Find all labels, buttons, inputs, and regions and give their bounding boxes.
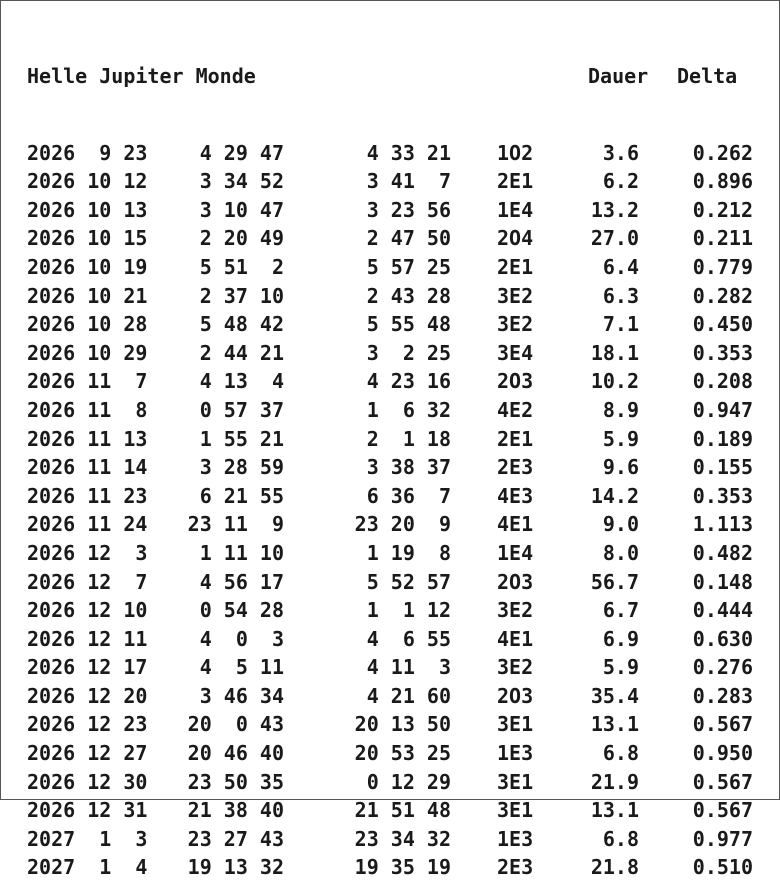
cell-date: 2026 11 8 bbox=[27, 397, 148, 422]
cell-time-end: 3 41 7 bbox=[354, 169, 451, 194]
cell-event-code: 2E3 bbox=[497, 855, 534, 880]
cell-delta: 0.262 bbox=[692, 140, 753, 165]
cell-time-end: 5 57 25 bbox=[354, 254, 451, 279]
cell-dauer: 9.0 bbox=[602, 512, 639, 537]
cell-time-end: 4 21 60 bbox=[354, 683, 451, 708]
cell-date: 2026 10 13 bbox=[27, 197, 148, 222]
table-header bbox=[1, 62, 738, 91]
cell-time-end: 1 1 12 bbox=[354, 598, 451, 623]
cell-date: 2026 10 19 bbox=[27, 254, 148, 279]
cell-event-code: 2E3 bbox=[497, 455, 534, 480]
cell-delta: 0.482 bbox=[692, 540, 753, 565]
jupiter-moons-table bbox=[1, 14, 753, 882]
cell-time-end: 2 47 50 bbox=[354, 226, 451, 251]
cell-time-end: 0 12 29 bbox=[354, 769, 451, 794]
cell-event-code: 2O3 bbox=[497, 569, 534, 594]
cell-event-code: 1E3 bbox=[497, 826, 534, 851]
cell-time-start: 3 10 47 bbox=[187, 197, 284, 222]
cell-time-start: 2 44 21 bbox=[187, 340, 284, 365]
cell-time-start: 5 51 2 bbox=[187, 254, 284, 279]
cell-dauer: 8.0 bbox=[602, 540, 639, 565]
cell-delta: 0.353 bbox=[692, 483, 753, 508]
cell-dauer: 21.8 bbox=[590, 855, 639, 880]
cell-dauer: 5.9 bbox=[602, 655, 639, 680]
cell-date: 2026 12 27 bbox=[27, 741, 148, 766]
cell-delta: 0.283 bbox=[692, 683, 753, 708]
cell-date: 2026 12 7 bbox=[27, 569, 148, 594]
cell-event-code: 1E4 bbox=[497, 540, 534, 565]
cell-time-start: 4 5 11 bbox=[187, 655, 284, 680]
table-row bbox=[1, 310, 753, 339]
cell-date: 2026 9 23 bbox=[27, 140, 148, 165]
cell-time-end: 20 13 50 bbox=[354, 712, 451, 737]
cell-time-end: 23 20 9 bbox=[354, 512, 451, 537]
cell-dauer: 35.4 bbox=[590, 683, 639, 708]
cell-time-start: 23 27 43 bbox=[187, 826, 284, 851]
cell-time-start: 20 46 40 bbox=[187, 741, 284, 766]
table-row bbox=[1, 482, 753, 511]
cell-time-start: 1 55 21 bbox=[187, 426, 284, 451]
cell-delta: 0.211 bbox=[692, 226, 753, 251]
cell-time-start: 6 21 55 bbox=[187, 483, 284, 508]
cell-time-start: 2 20 49 bbox=[187, 226, 284, 251]
cell-delta: 0.155 bbox=[692, 455, 753, 480]
cell-event-code: 3E2 bbox=[497, 283, 534, 308]
table-row bbox=[1, 139, 753, 168]
cell-date: 2026 10 29 bbox=[27, 340, 148, 365]
cell-time-end: 1 6 32 bbox=[354, 397, 451, 422]
table-row bbox=[1, 710, 753, 739]
cell-date: 2026 10 12 bbox=[27, 169, 148, 194]
table-row bbox=[1, 196, 753, 225]
cell-event-code: 1E4 bbox=[497, 197, 534, 222]
cell-event-code: 2E1 bbox=[497, 426, 534, 451]
cell-event-code: 4E1 bbox=[497, 626, 534, 651]
table-row bbox=[1, 396, 753, 425]
cell-event-code: 1O2 bbox=[497, 140, 534, 165]
cell-time-start: 4 13 4 bbox=[187, 369, 284, 394]
table-row bbox=[1, 768, 753, 797]
cell-delta: 0.567 bbox=[692, 769, 753, 794]
cell-time-start: 3 28 59 bbox=[187, 455, 284, 480]
cell-dauer: 9.6 bbox=[602, 455, 639, 480]
cell-dauer: 6.8 bbox=[602, 741, 639, 766]
cell-time-start: 1 11 10 bbox=[187, 540, 284, 565]
cell-date: 2026 12 17 bbox=[27, 655, 148, 680]
cell-time-start: 5 48 42 bbox=[187, 312, 284, 337]
cell-delta: 0.779 bbox=[692, 254, 753, 279]
cell-delta: 0.630 bbox=[692, 626, 753, 651]
cell-event-code: 4E2 bbox=[497, 397, 534, 422]
cell-date: 2026 11 13 bbox=[27, 426, 148, 451]
cell-time-end: 3 2 25 bbox=[354, 340, 451, 365]
cell-time-end: 20 53 25 bbox=[354, 741, 451, 766]
cell-delta: 0.950 bbox=[692, 741, 753, 766]
cell-time-start: 19 13 32 bbox=[187, 855, 284, 880]
cell-delta: 0.353 bbox=[692, 340, 753, 365]
cell-time-end: 5 52 57 bbox=[354, 569, 451, 594]
cell-delta: 0.444 bbox=[692, 598, 753, 623]
cell-event-code: 4E1 bbox=[497, 512, 534, 537]
cell-event-code: 2E1 bbox=[497, 169, 534, 194]
cell-event-code: 3E2 bbox=[497, 312, 534, 337]
cell-delta: 0.567 bbox=[692, 798, 753, 823]
cell-dauer: 8.9 bbox=[602, 397, 639, 422]
cell-date: 2026 12 10 bbox=[27, 598, 148, 623]
cell-date: 2026 10 21 bbox=[27, 283, 148, 308]
cell-event-code: 2O3 bbox=[497, 683, 534, 708]
table-row bbox=[1, 539, 753, 568]
cell-date: 2026 12 11 bbox=[27, 626, 148, 651]
cell-dauer: 6.4 bbox=[602, 254, 639, 279]
cell-event-code: 2E1 bbox=[497, 254, 534, 279]
cell-delta: 0.282 bbox=[692, 283, 753, 308]
cell-date: 2026 10 15 bbox=[27, 226, 148, 251]
table-row bbox=[1, 253, 753, 282]
cell-delta: 0.148 bbox=[692, 569, 753, 594]
table-row bbox=[1, 425, 753, 454]
cell-dauer: 21.9 bbox=[590, 769, 639, 794]
cell-event-code: 3E1 bbox=[497, 712, 534, 737]
cell-time-end: 2 1 18 bbox=[354, 426, 451, 451]
cell-delta: 0.212 bbox=[692, 197, 753, 222]
column-header-delta: Delta bbox=[677, 64, 738, 88]
cell-time-end: 6 36 7 bbox=[354, 483, 451, 508]
cell-dauer: 6.2 bbox=[602, 169, 639, 194]
cell-time-end: 4 33 21 bbox=[354, 140, 451, 165]
cell-date: 2026 12 20 bbox=[27, 683, 148, 708]
cell-delta: 0.450 bbox=[692, 312, 753, 337]
cell-event-code: 3E2 bbox=[497, 655, 534, 680]
cell-dauer: 7.1 bbox=[602, 312, 639, 337]
table-row bbox=[1, 224, 753, 253]
cell-time-start: 0 57 37 bbox=[187, 397, 284, 422]
table-row bbox=[1, 682, 753, 711]
cell-dauer: 56.7 bbox=[590, 569, 639, 594]
cell-delta: 0.896 bbox=[692, 169, 753, 194]
cell-delta: 0.567 bbox=[692, 712, 753, 737]
cell-event-code: 1E3 bbox=[497, 741, 534, 766]
cell-event-code: 3E1 bbox=[497, 769, 534, 794]
cell-time-start: 4 56 17 bbox=[187, 569, 284, 594]
table-row bbox=[1, 167, 753, 196]
cell-time-end: 21 51 48 bbox=[354, 798, 451, 823]
cell-dauer: 6.7 bbox=[602, 598, 639, 623]
cell-time-start: 3 46 34 bbox=[187, 683, 284, 708]
cell-date: 2026 11 24 bbox=[27, 512, 148, 537]
cell-date: 2026 11 7 bbox=[27, 369, 148, 394]
cell-time-end: 4 11 3 bbox=[354, 655, 451, 680]
table-row bbox=[1, 510, 753, 539]
cell-dauer: 14.2 bbox=[590, 483, 639, 508]
cell-date: 2026 12 30 bbox=[27, 769, 148, 794]
table-row bbox=[1, 596, 753, 625]
cell-time-start: 23 50 35 bbox=[187, 769, 284, 794]
cell-date: 2026 10 28 bbox=[27, 312, 148, 337]
cell-time-start: 4 29 47 bbox=[187, 140, 284, 165]
cell-time-end: 23 34 32 bbox=[354, 826, 451, 851]
table-row bbox=[1, 453, 753, 482]
cell-dauer: 27.0 bbox=[590, 226, 639, 251]
cell-date: 2026 11 23 bbox=[27, 483, 148, 508]
cell-time-start: 0 54 28 bbox=[187, 598, 284, 623]
cell-date: 2026 11 14 bbox=[27, 455, 148, 480]
cell-dauer: 6.9 bbox=[602, 626, 639, 651]
cell-dauer: 13.1 bbox=[590, 712, 639, 737]
cell-time-end: 5 55 48 bbox=[354, 312, 451, 337]
cell-time-end: 19 35 19 bbox=[354, 855, 451, 880]
cell-date: 2027 1 3 bbox=[27, 826, 148, 851]
cell-delta: 0.189 bbox=[692, 426, 753, 451]
cell-dauer: 10.2 bbox=[590, 369, 639, 394]
cell-time-start: 4 0 3 bbox=[187, 626, 284, 651]
table-row bbox=[1, 739, 753, 768]
table-row bbox=[1, 568, 753, 597]
cell-date: 2026 12 31 bbox=[27, 798, 148, 823]
cell-delta: 1.113 bbox=[692, 512, 753, 537]
cell-delta: 0.947 bbox=[692, 397, 753, 422]
table-row bbox=[1, 625, 753, 654]
cell-time-start: 2 37 10 bbox=[187, 283, 284, 308]
cell-dauer: 3.6 bbox=[602, 140, 639, 165]
cell-event-code: 4E3 bbox=[497, 483, 534, 508]
table-row bbox=[1, 367, 753, 396]
cell-dauer: 6.8 bbox=[602, 826, 639, 851]
cell-time-start: 20 0 43 bbox=[187, 712, 284, 737]
cell-event-code: 2O3 bbox=[497, 369, 534, 394]
cell-time-end: 3 23 56 bbox=[354, 197, 451, 222]
column-header-dauer: Dauer bbox=[588, 64, 649, 88]
cell-dauer: 5.9 bbox=[602, 426, 639, 451]
table-row bbox=[1, 796, 753, 825]
cell-date: 2026 12 23 bbox=[27, 712, 148, 737]
cell-time-end: 3 38 37 bbox=[354, 455, 451, 480]
table-row bbox=[1, 825, 753, 854]
table-row bbox=[1, 339, 753, 368]
cell-event-code: 3E1 bbox=[497, 798, 534, 823]
cell-time-start: 23 11 9 bbox=[187, 512, 284, 537]
cell-time-start: 3 34 52 bbox=[187, 169, 284, 194]
cell-time-start: 21 38 40 bbox=[187, 798, 284, 823]
cell-event-code: 3E2 bbox=[497, 598, 534, 623]
cell-time-end: 1 19 8 bbox=[354, 540, 451, 565]
table-row bbox=[1, 853, 753, 882]
table-row bbox=[1, 282, 753, 311]
cell-time-end: 2 43 28 bbox=[354, 283, 451, 308]
cell-time-end: 4 6 55 bbox=[354, 626, 451, 651]
cell-delta: 0.276 bbox=[692, 655, 753, 680]
cell-dauer: 13.2 bbox=[590, 197, 639, 222]
cell-delta: 0.208 bbox=[692, 369, 753, 394]
cell-dauer: 18.1 bbox=[590, 340, 639, 365]
cell-dauer: 6.3 bbox=[602, 283, 639, 308]
cell-event-code: 2O4 bbox=[497, 226, 534, 251]
cell-event-code: 3E4 bbox=[497, 340, 534, 365]
cell-time-end: 4 23 16 bbox=[354, 369, 451, 394]
cell-date: 2027 1 4 bbox=[27, 855, 148, 880]
cell-date: 2026 12 3 bbox=[27, 540, 148, 565]
cell-delta: 0.977 bbox=[692, 826, 753, 851]
cell-delta: 0.510 bbox=[692, 855, 753, 880]
table-title: Helle Jupiter Monde bbox=[27, 64, 256, 88]
cell-dauer: 13.1 bbox=[590, 798, 639, 823]
table-row bbox=[1, 653, 753, 682]
